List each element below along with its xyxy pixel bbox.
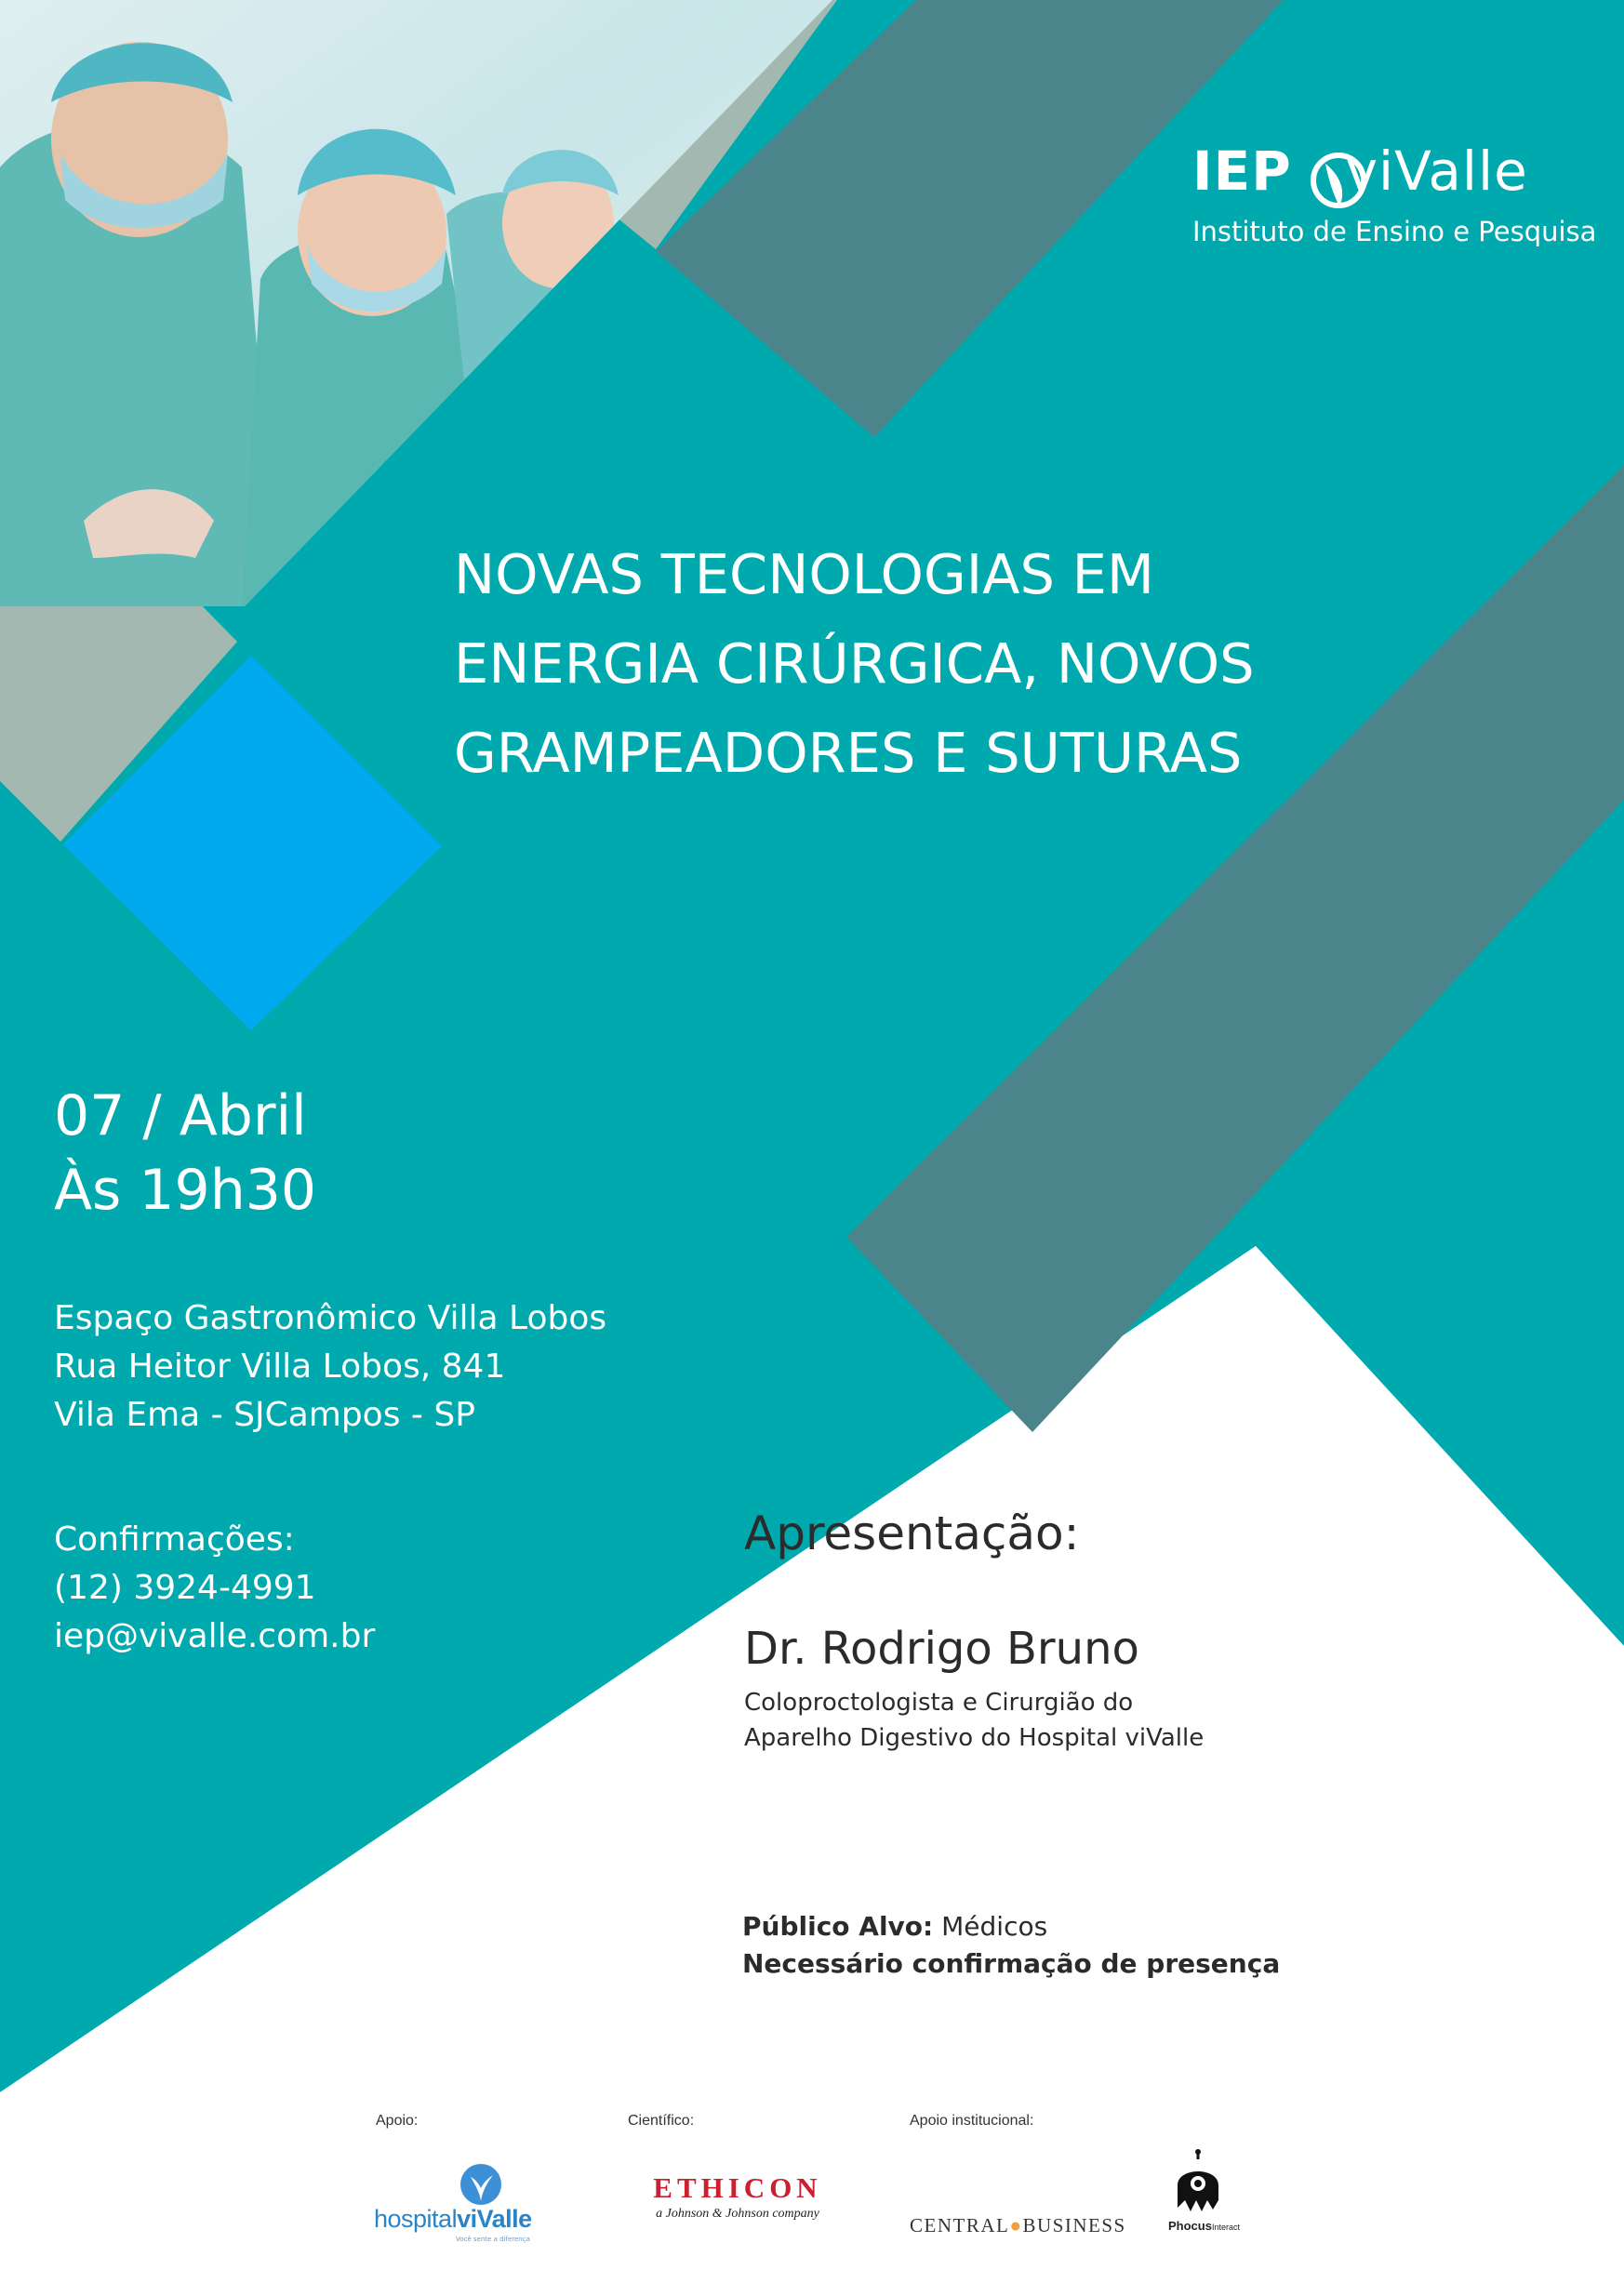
event-venue	[54, 1294, 606, 1440]
institutional-label: Apoio institucional:	[910, 2113, 1034, 2129]
scientific-label: Científico:	[628, 2113, 695, 2129]
event-contact	[54, 1516, 375, 1661]
logo-vivalle: viValle	[1345, 139, 1528, 203]
logo-iep: IEP	[1192, 139, 1292, 203]
contact-phone[interactable]: (12) 3924-4991	[54, 1569, 316, 1607]
dot-icon: ●	[1009, 2214, 1023, 2236]
hospital-tagline: Você sente a diferença	[456, 2236, 530, 2243]
speaker-name: Dr. Rodrigo Bruno	[744, 1623, 1139, 1675]
event-title	[454, 530, 1255, 798]
heart-icon	[458, 2162, 504, 2207]
hospital-vivalle-wordmark: hospitalviValle	[374, 2205, 532, 2233]
support-label: Apoio:	[376, 2113, 419, 2129]
event-date-time	[54, 1079, 316, 1228]
audience-label: Público Alvo:	[742, 1911, 934, 1942]
phocus-wordmark: PhocusInteract	[1168, 2219, 1240, 2233]
ethicon-logo[interactable]	[631, 2171, 845, 2222]
hospital-vivalle-logo[interactable]	[374, 2162, 532, 2246]
contact-label: Confirmações:	[54, 1520, 295, 1559]
audience-info	[742, 1908, 1280, 1983]
phocus-logo[interactable]	[1163, 2148, 1240, 2241]
speaker-desc-line: Aparelho Digestivo do Hospital viValle	[744, 1724, 1205, 1752]
title-line: GRAMPEADORES E SUTURAS	[454, 721, 1243, 785]
presentation-heading: Apresentação:	[744, 1506, 1080, 1560]
logo-subtitle: Instituto de Ensino e Pesquisa	[1192, 216, 1597, 247]
confirmation-notice: Necessário confirmação de presença	[742, 1948, 1281, 1979]
venue-line: Rua Heitor Villa Lobos, 841	[54, 1347, 506, 1386]
octopus-mascot-icon	[1170, 2148, 1226, 2215]
venue-line: Vila Ema - SJCampos - SP	[54, 1396, 475, 1434]
event-time: Às 19h30	[54, 1158, 317, 1223]
ethicon-wordmark: ETHICON	[653, 2171, 822, 2204]
title-line: ENERGIA CIRÚRGICA, NOVOS	[454, 631, 1255, 696]
iep-vivalle-logo	[1192, 139, 1528, 203]
speaker-description	[744, 1685, 1204, 1756]
central-business-logo[interactable]: CENTRAL●BUSINESS	[910, 2214, 1126, 2236]
speaker-desc-line: Coloproctologista e Cirurgião do	[744, 1689, 1134, 1717]
title-line: NOVAS TECNOLOGIAS EM	[454, 542, 1154, 606]
contact-email[interactable]: iep@vivalle.com.br	[54, 1617, 376, 1655]
audience-value: Médicos	[941, 1911, 1048, 1942]
ethicon-subline: a Johnson & Johnson company	[656, 2207, 819, 2221]
event-date: 07 / Abril	[54, 1083, 307, 1148]
venue-line: Espaço Gastronômico Villa Lobos	[54, 1299, 607, 1337]
